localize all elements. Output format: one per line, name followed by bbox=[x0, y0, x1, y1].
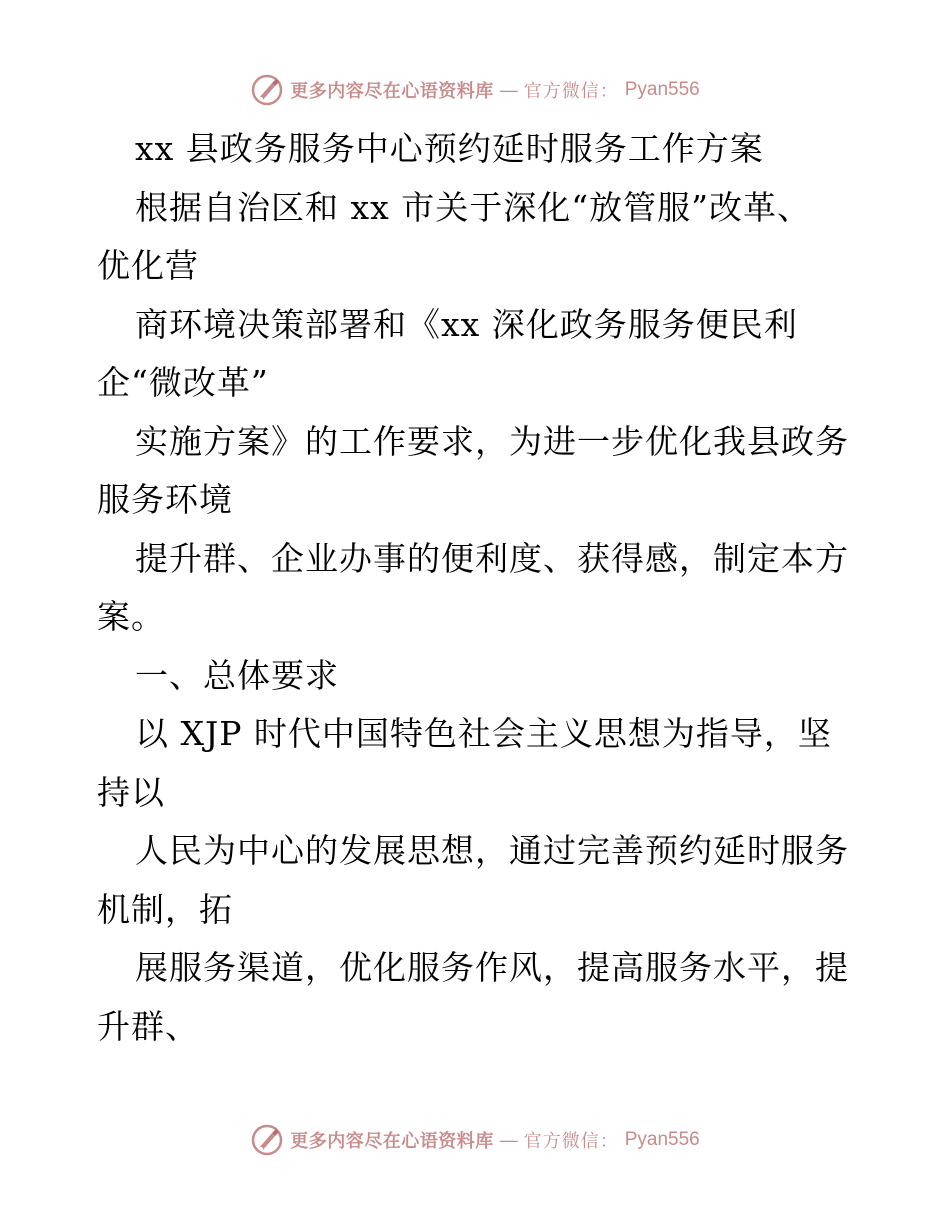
section-heading: 一、总体要求 bbox=[135, 655, 339, 695]
banner-wechat-id: Pyan556 bbox=[624, 1129, 700, 1150]
text-line: 优化营 bbox=[97, 246, 199, 285]
page-header bbox=[0, 70, 950, 110]
banner-dash: — bbox=[499, 1129, 518, 1150]
banner-brand-text: 更多内容尽在心语资料库 bbox=[290, 1131, 494, 1152]
watermark-banner bbox=[250, 1123, 700, 1157]
banner-brand-text: 更多内容尽在心语资料库 bbox=[290, 81, 494, 102]
text-line: 服务环境 bbox=[97, 480, 233, 519]
banner-contact-label: 官方微信： bbox=[523, 1131, 619, 1152]
text-line: 持以 bbox=[97, 772, 165, 812]
text-line: 以 XJP 时代中国特色社会主义思想为指导，坚 bbox=[135, 714, 832, 753]
text-line: 展服务渠道，优化服务作风，提高服务水平，提 bbox=[135, 948, 849, 987]
text-line: 企“微改革” bbox=[97, 363, 269, 402]
text-line: 案。 bbox=[97, 597, 165, 636]
text-line: 提升群、企业办事的便利度、获得感，制定本方 bbox=[135, 538, 849, 578]
text-line: 机制，拓 bbox=[97, 889, 233, 929]
text-line: 根据自治区和 xx 市关于深化“放管服”改革、 bbox=[135, 187, 811, 227]
page-footer bbox=[0, 1120, 950, 1160]
pen-logo-icon bbox=[250, 73, 284, 107]
text-line: 商环境决策部署和《xx 深化政务服务便民利 bbox=[135, 304, 798, 344]
watermark-banner bbox=[250, 73, 700, 107]
pen-logo-icon bbox=[250, 1123, 284, 1157]
banner-contact-label: 官方微信： bbox=[523, 81, 619, 102]
text-line: 升群、 bbox=[97, 1006, 199, 1046]
document-title: xx 县政务服务中心预约延时服务工作方案 bbox=[135, 129, 764, 168]
document-body bbox=[97, 120, 857, 1056]
banner-wechat-id: Pyan556 bbox=[624, 79, 700, 100]
banner-dash: — bbox=[499, 79, 518, 100]
text-line: 人民为中心的发展思想，通过完善预约延时服务 bbox=[135, 831, 849, 870]
text-line: 实施方案》的工作要求，为进一步优化我县政务 bbox=[135, 421, 849, 461]
